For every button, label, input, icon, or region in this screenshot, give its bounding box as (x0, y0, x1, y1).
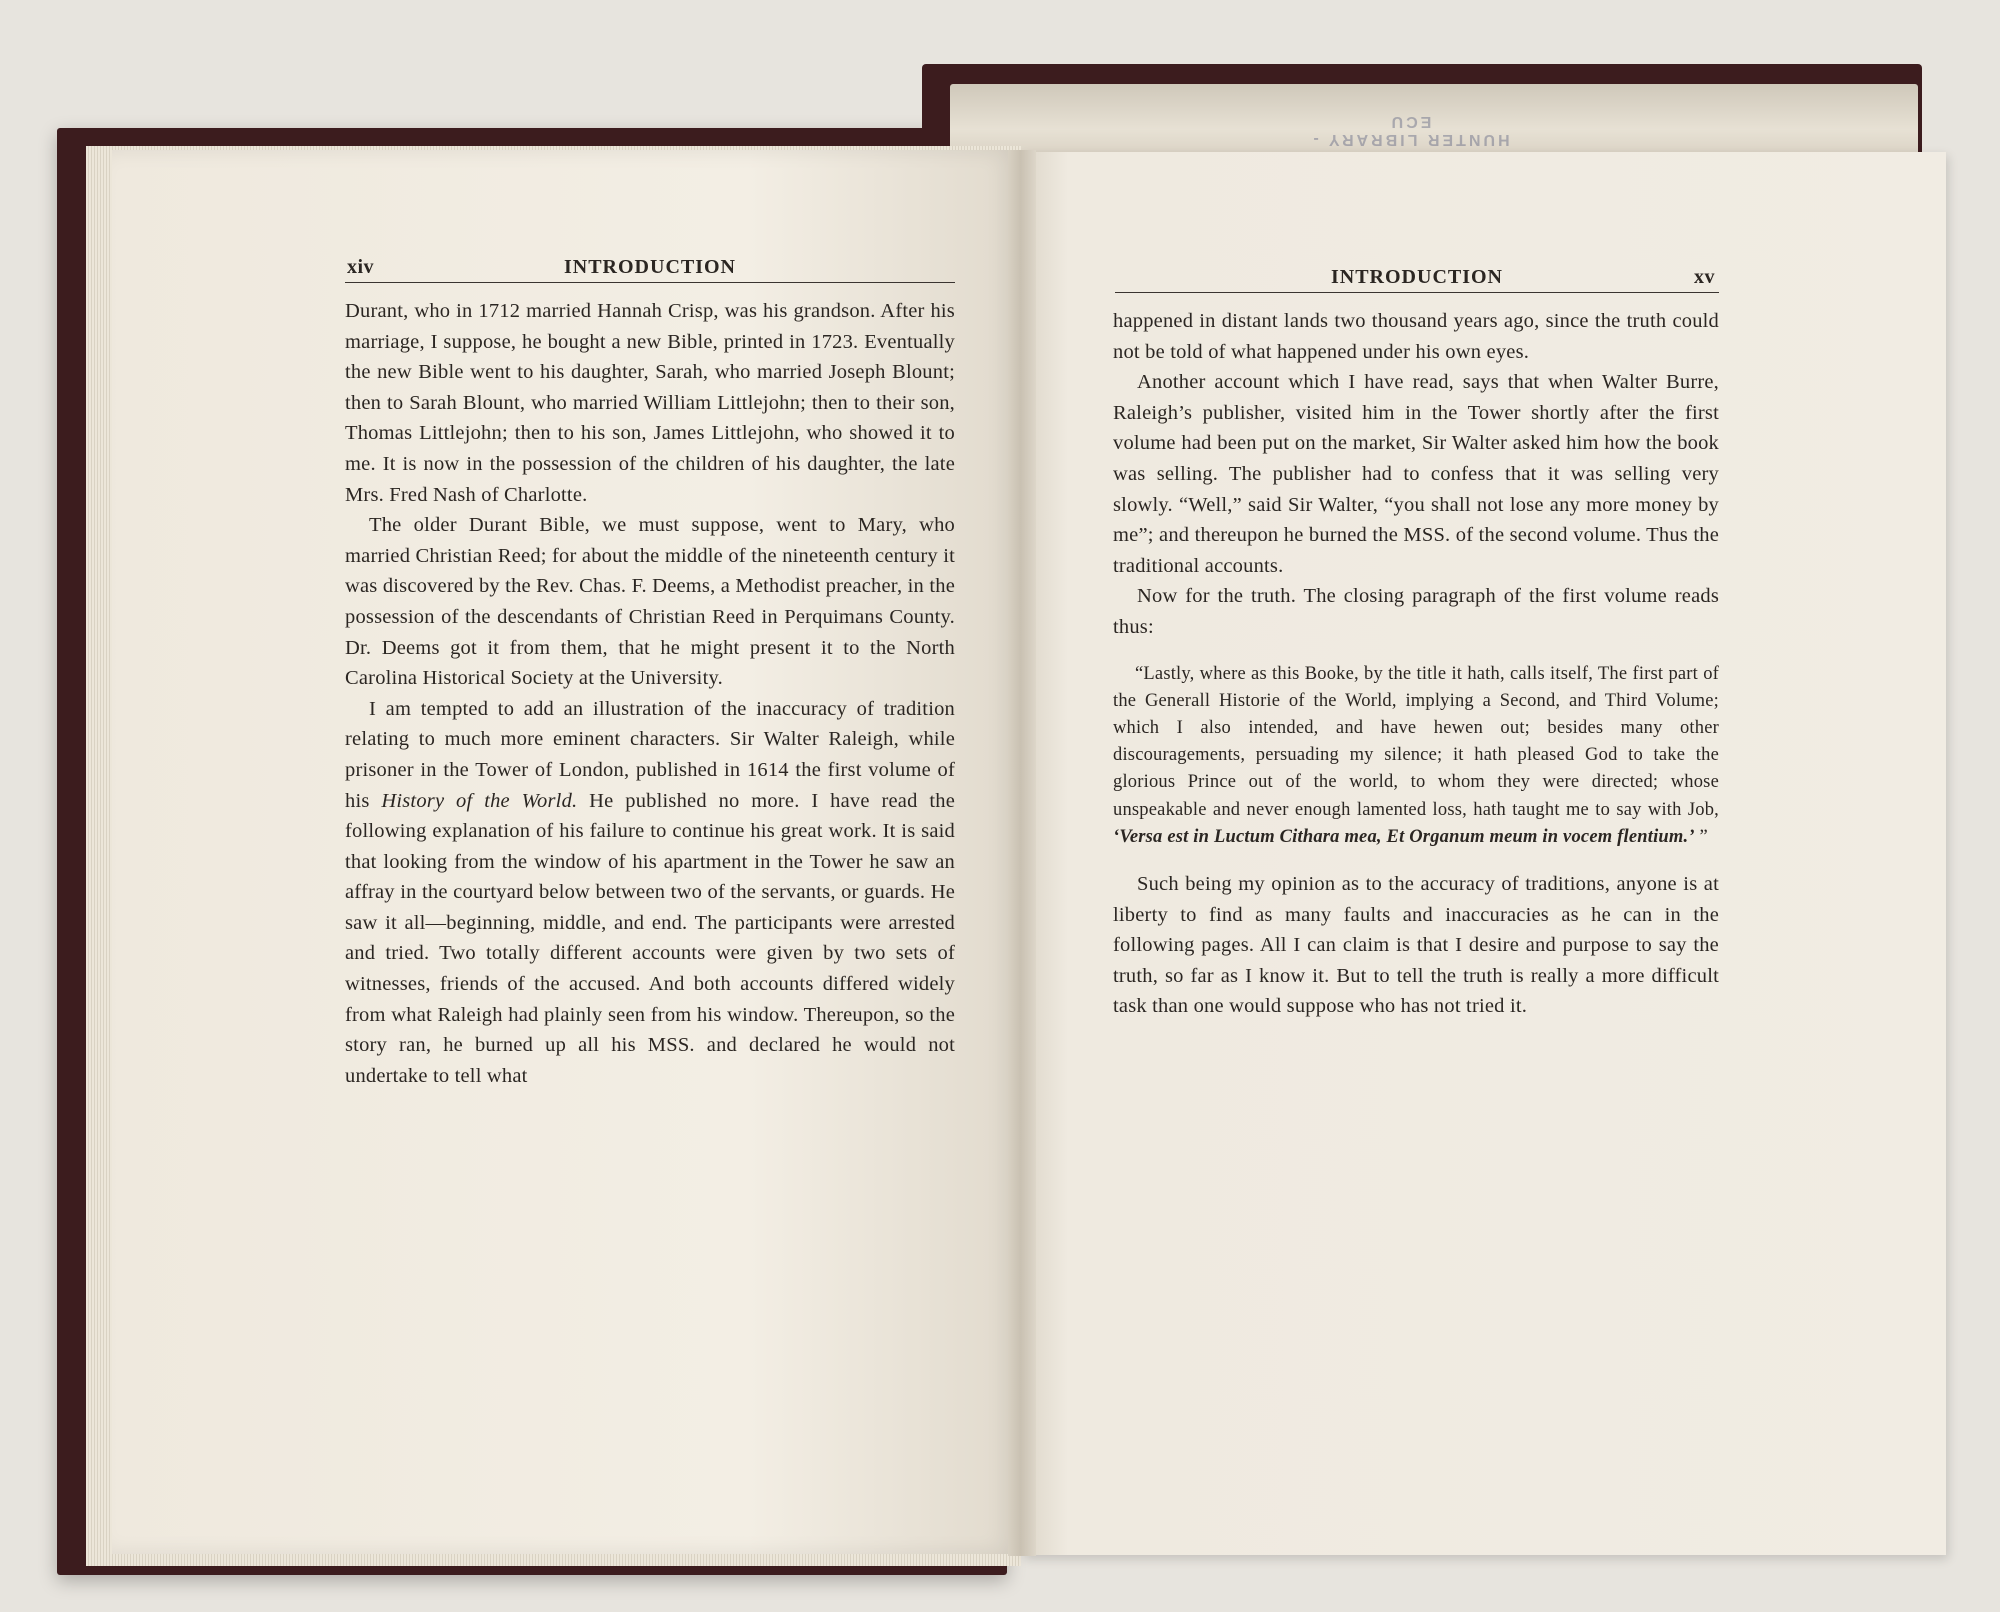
paragraph: happened in distant lands two thousand years ago, since the truth could not be told of what happened under his own eyes. (1113, 310, 1719, 363)
paragraph (345, 694, 955, 1092)
paragraph: Durant, who in 1712 married Hannah Crisp, was his grandson. After his marriage, I suppose, he bought a new Bible, printed in 1723. Eventually the new Bible went to his daughter, Sarah, who married Joseph Blount; then to Sarah Blount, who married William Littlejohn; then to their son, Thomas Littlejohn; then to his son, James Littlejohn, who showed it to me. It is now in the possession of the children of his daughter, the late Mrs. Fred Nash of Charlotte. (345, 300, 955, 506)
library-stamp: HUNTER LIBRARY - ECU (1310, 113, 1510, 148)
right-running-head (1115, 266, 1719, 293)
paragraph: The older Durant Bible, we must suppose, went to Mary, who married Christian Reed; for about the middle of the nineteenth century it was discovered by the Rev. Chas. F. Deems, a Methodist preacher, in the possession of the descendants of Christian Reed in Perquimans County. Dr. Deems got it from them, that he might present it to the North Carolina Historical Society at the University. (345, 514, 955, 690)
block-quote (1113, 661, 1719, 851)
text-span: I am tempted to add an illustration of the inaccuracy of tradition relating to much more eminent characters. Sir Walter Raleigh, while prisoner in the Tower of London, published in 1614 the first volume of his (345, 697, 955, 812)
quote-latin-italic: ‘Versa est in Luctum Cithara mea, Et Organum meum in vocem flentium.’ (1113, 826, 1695, 847)
paragraph: Another account which I have read, says that when Walter Burre, Raleigh’s publisher, visited him in the Tower shortly after the first volume had been put on the market, Sir Walter asked him how the book was selling. The publisher had to confess that it was selling very slowly. “Well,” said Sir Walter, “you shall not lose any more money by me”; and thereupon he burned the MSS. of the second volume. Thus the traditional accounts. (1113, 371, 1719, 577)
quote-text: “Lastly, where as this Booke, by the title it hath, calls itself, The first part of the Generall Historie of the World, implying a Second, and Third Volume; which I also intended, and have hewen out; besides many other discouragements, persuading my silence; it hath pleased God to take the glorious Prince out of the world, to whom they were directed; whose unspeakable and never enough lamented loss, hath taught me to say with Job, (1113, 663, 1719, 820)
right-page-title: INTRODUCTION (1330, 266, 1504, 288)
paragraph: Such being my opinion as to the accuracy of traditions, anyone is at liberty to find as many faults and inaccuracies as he can in the following pages. All I can claim is that I desire and purpose to say the truth, so far as I know it. But to tell the truth is really a more difficult task than one would suppose who has not tried it. (1113, 872, 1719, 1018)
book-title-italic: History of the World. (381, 789, 578, 812)
paragraph: Now for the truth. The closing paragraph of the first volume reads thus: (1113, 585, 1719, 638)
left-running-head (345, 256, 955, 283)
left-page-text (345, 296, 955, 1091)
quote-end: ” (1694, 826, 1708, 847)
right-page-number: xv (1694, 266, 1715, 288)
text-span: He published no more. I have read the following explanation of his failure to continue his great work. It is said that looking from the window of his apartment in the Tower he saw an affray in the courtyard below between two of the servants, or guards. He saw it all—beginning, middle, and end. The participants were arrested and tried. Two totally different accounts were given by two sets of witnesses, friends of the accused. And both accounts differed widely from what Raleigh had plainly seen from his window. Thereupon, so the story ran, he burned up all his MSS. and declared he would not undertake to tell what (345, 789, 955, 1087)
book-gutter (1008, 150, 1036, 1556)
right-page-text (1113, 306, 1719, 1022)
left-page-number: xiv (347, 256, 375, 278)
left-page-title: INTRODUCTION (563, 256, 737, 278)
